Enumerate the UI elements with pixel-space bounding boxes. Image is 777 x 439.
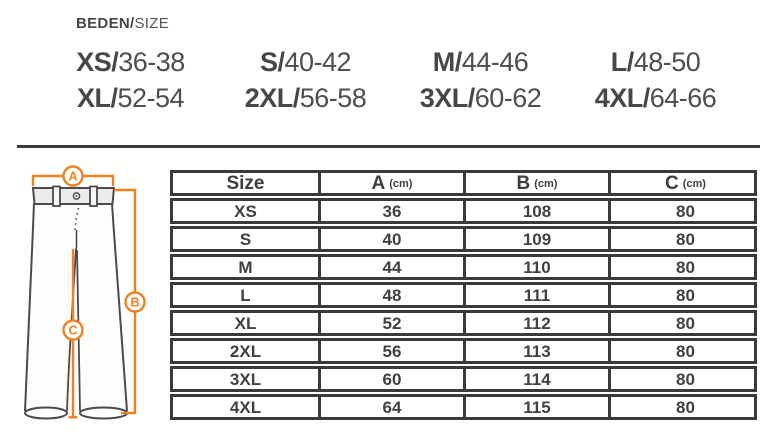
legend-size-range: 60-62 (474, 82, 542, 113)
cell-a: 48 (318, 285, 463, 305)
table-row-xl (170, 310, 757, 336)
table-row-3xl (170, 366, 757, 392)
header-a (318, 173, 463, 193)
cell-c: 80 (608, 229, 760, 249)
cell-c: 80 (608, 369, 760, 389)
legend-size-range: 52-54 (117, 82, 185, 113)
cell-a: 56 (318, 341, 463, 361)
legend-item-xs (76, 47, 185, 78)
cell-size: M (238, 257, 253, 277)
cell-a: 40 (318, 229, 463, 249)
legend-item-m (433, 47, 529, 78)
measurement-table (170, 170, 757, 420)
belt-loop-left (53, 187, 60, 207)
cell-a: 44 (318, 257, 463, 277)
table-row-4xl (170, 394, 757, 420)
cell-size: XL (234, 313, 257, 333)
cell-b: 113 (463, 341, 608, 361)
legend-size-range: 56-58 (299, 82, 367, 113)
legend-size-label: 2XL/ (244, 82, 300, 113)
cell-b: 109 (463, 229, 608, 249)
header-c-unit: (cm) (682, 178, 706, 190)
cell-b: 111 (463, 285, 608, 305)
legend-size-label: L/ (610, 46, 634, 77)
cell-size: 3XL (229, 369, 262, 389)
header-size-label: Size (226, 172, 265, 194)
waist-button-dot (76, 195, 78, 197)
table-row-m (170, 254, 757, 280)
legend-size-range: 44-46 (461, 46, 529, 77)
cell-size: 2XL (229, 341, 262, 361)
legend-item-3xl (420, 83, 542, 114)
cell-c: 80 (608, 341, 760, 361)
cell-size: L (240, 285, 251, 305)
cell-c: 80 (608, 201, 760, 221)
cell-b: 110 (463, 257, 608, 277)
legend-item-4xl (595, 83, 717, 114)
cell-a: 60 (318, 369, 463, 389)
legend-title (76, 15, 169, 32)
header-size (173, 173, 318, 193)
legend-title-light: SIZE (134, 15, 170, 32)
legend-size-label: XL/ (76, 82, 118, 113)
table-header-row (170, 170, 757, 196)
legend-size-range: 40-42 (284, 46, 352, 77)
cell-a: 64 (318, 397, 463, 417)
measure-a-label: A (68, 169, 78, 184)
legend-size-label: XS/ (76, 46, 119, 77)
cell-a: 36 (318, 201, 463, 221)
measure-c-label: C (68, 323, 78, 338)
header-b-unit: (cm) (534, 178, 558, 190)
table-row-s (170, 226, 757, 252)
legend-size-range: 64-66 (649, 82, 717, 113)
cell-c: 80 (608, 257, 760, 277)
table-row-xs (170, 198, 757, 224)
legend-size-label: 3XL/ (419, 82, 475, 113)
legend-item-s (260, 47, 351, 78)
belt-loop-right (90, 187, 97, 207)
legend-item-l (611, 47, 701, 78)
measure-b-label: B (130, 295, 140, 310)
header-b-label: B (516, 172, 531, 194)
pants-measure-diagram (15, 160, 165, 434)
right-hem (80, 408, 127, 419)
table-row-2xl (170, 338, 757, 364)
cell-size: S (239, 229, 252, 249)
header-a-unit: (cm) (389, 178, 413, 190)
cell-c: 80 (608, 397, 760, 417)
cell-c: 80 (608, 313, 760, 333)
legend-item-xl (77, 83, 184, 114)
legend-size-range: 48-50 (633, 46, 701, 77)
cell-b: 114 (463, 369, 608, 389)
legend-title-bold: BEDEN/ (76, 15, 135, 32)
size-legend (43, 44, 743, 116)
header-c (608, 173, 760, 193)
legend-size-label: M/ (432, 46, 462, 77)
horizontal-divider (17, 145, 760, 148)
cell-b: 112 (463, 313, 608, 333)
cell-size: XS (234, 201, 257, 221)
header-c-label: C (665, 172, 679, 194)
cell-a: 52 (318, 313, 463, 333)
left-hem (25, 408, 67, 419)
cell-c: 80 (608, 285, 760, 305)
legend-size-label: S/ (259, 46, 285, 77)
cell-b: 108 (463, 201, 608, 221)
legend-size-label: 4XL/ (594, 82, 650, 113)
legend-size-range: 36-38 (118, 46, 185, 77)
cell-b: 115 (463, 397, 608, 417)
table-row-l (170, 282, 757, 308)
header-b (463, 173, 608, 193)
cell-size: 4XL (229, 397, 262, 417)
header-a-label: A (371, 172, 386, 194)
legend-item-2xl (245, 83, 367, 114)
